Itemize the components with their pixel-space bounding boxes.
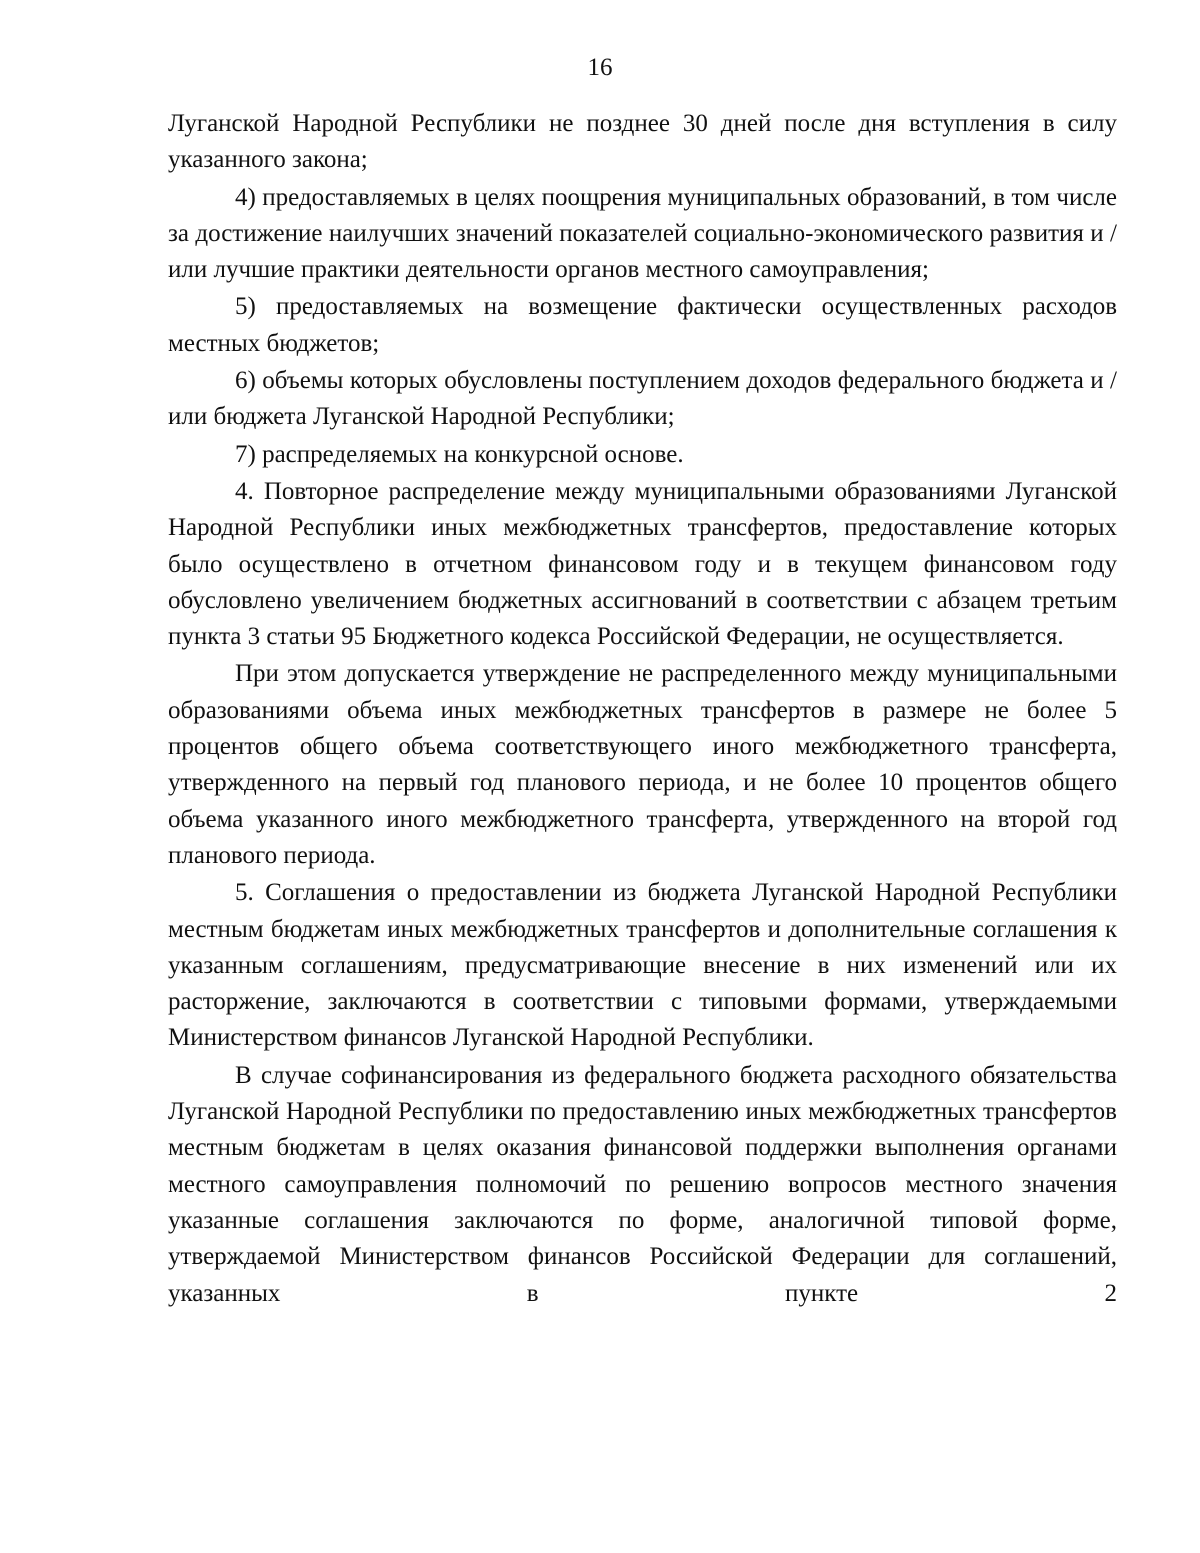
page-number: 16 <box>587 54 613 81</box>
clause-4: 4. Повторное распределение между муниципальными образованиями Луганской Народной Республики иных межбюджетных трансфертов, предоставление которых было осуществлено в отчетном финансовом году и в текущем финансовом году обусловлено увеличением бюджетных ассигнований в соответствии с абзацем третьим пункта 3 статьи 95 Бюджетного кодекса Российской Федерации, не осуществляется. <box>168 477 1117 651</box>
list-item-4: 4) предоставляемых в целях поощрения муниципальных образований, в том числе за достижение наилучших значений показателей социально-экономического развития и / или лучшие практики деятельности органов местного самоуправления; <box>168 183 1117 284</box>
clause-5-paragraph-2: В случае софинансирования из федерального бюджета расходного обязательства Луганской Народной Республики по предоставлению иных межбюджетных трансфертов местным бюджетам в целях оказания финансовой поддержки выполнения органами местного самоуправления полномочий по решению вопросов местного значения указанные соглашения заключаются по форме, аналогичной типовой форме, утверждаемой Министерством финансов Российской Федерации для соглашений, указанных в пункте 2 <box>168 1061 1117 1307</box>
list-item-6: 6) объемы которых обусловлены поступлением доходов федерального бюджета и / или бюджета Луганской Народной Республики; <box>168 367 1117 431</box>
clause-4-paragraph-2: При этом допускается утверждение не распределенного между муниципальными образованиями объема иных межбюджетных трансфертов в размере не более 5 процентов общего объема соответствующего иного межбюджетного трансферта, утвержденного на первый год планового периода, и не более 10 процентов общего объема указанного иного межбюджетного трансферта, утвержденного на второй год планового периода. <box>168 660 1117 869</box>
paragraph-continuation: Луганской Народной Республики не позднее 30 дней после дня вступления в силу указанного закона; <box>168 110 1117 174</box>
list-item-5: 5) предоставляемых на возмещение фактически осуществленных расходов местных бюджетов; <box>168 293 1117 357</box>
list-item-7: 7) распределяемых на конкурсной основе. <box>235 440 684 468</box>
clause-5: 5. Соглашения о предоставлении из бюджета Луганской Народной Республики местным бюджетам иных межбюджетных трансфертов и дополнительные соглашения к указанным соглашениям, предусматривающие внесение в них изменений или их расторжение, заключаются в соответствии с типовыми формами, утверждаемыми Министерством финансов Луганской Народной Республики. <box>168 879 1117 1052</box>
document-body <box>168 106 1117 1312</box>
